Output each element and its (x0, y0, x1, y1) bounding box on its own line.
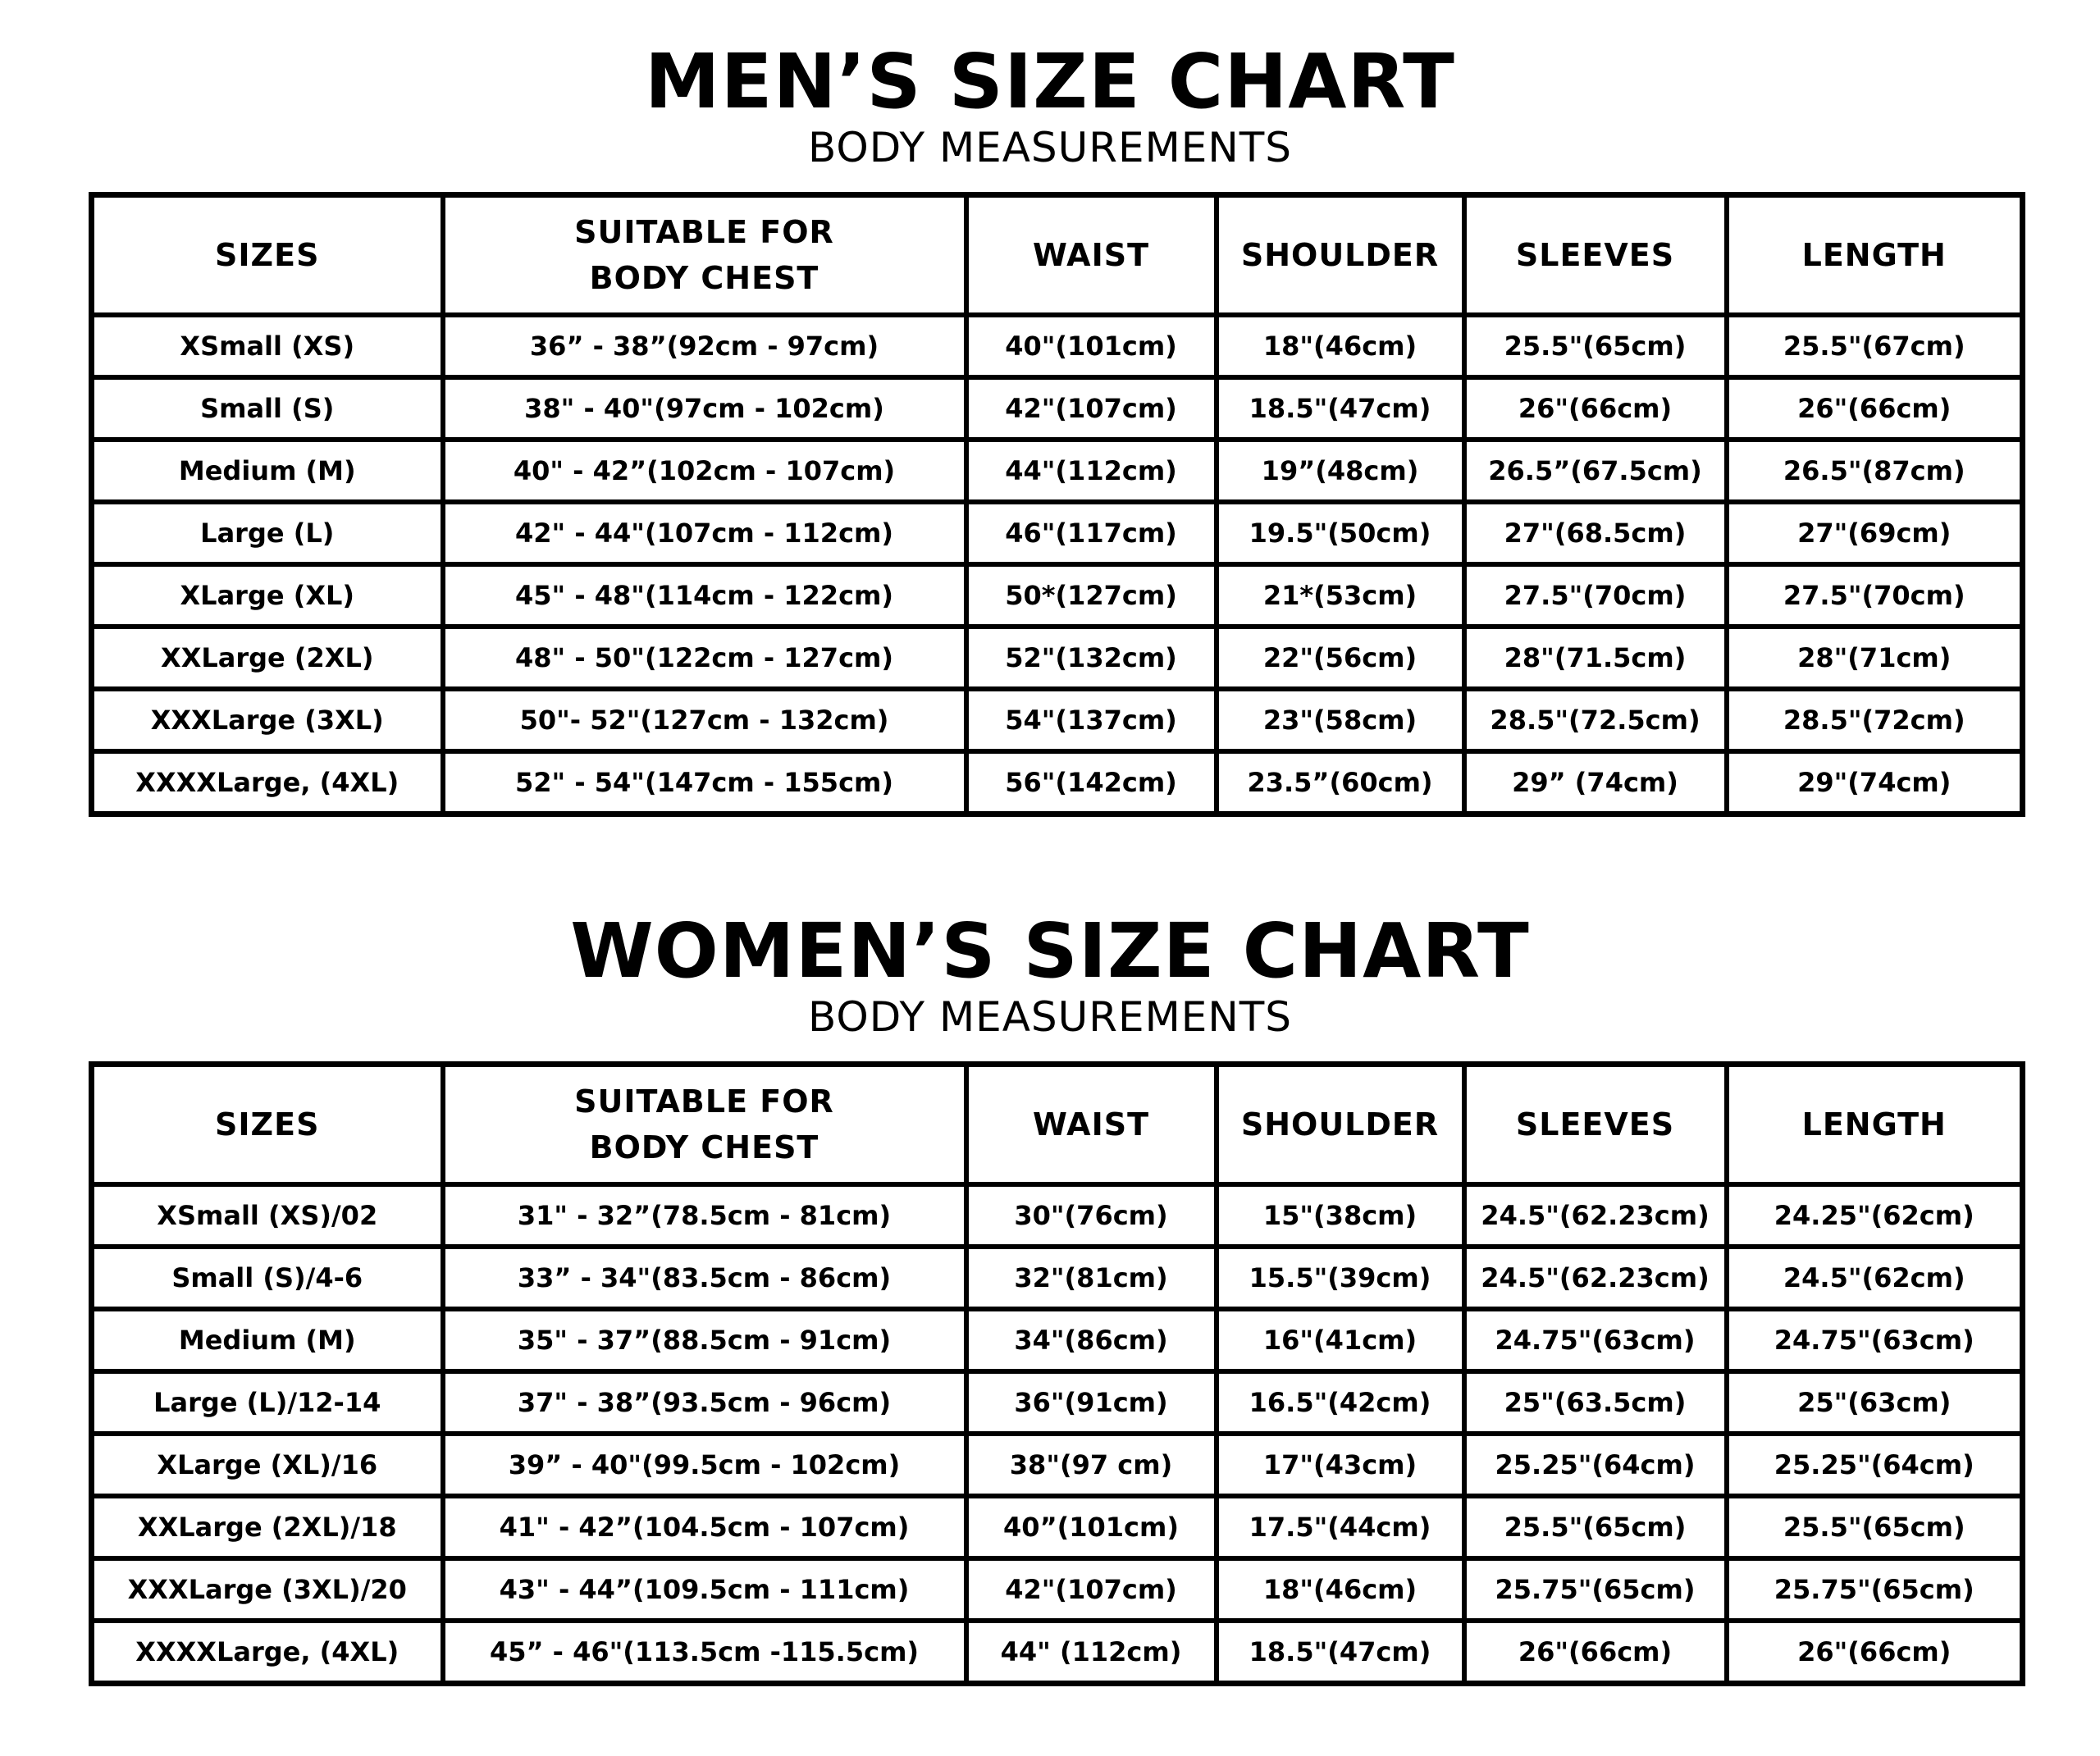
cell-length: 28.5"(72cm) (1727, 689, 2023, 751)
cell-waist: 52"(132cm) (966, 627, 1217, 689)
womens-chart-title: WOMEN’S SIZE CHART (570, 907, 1530, 995)
table-header-row (92, 195, 2023, 316)
header-waist: WAIST (966, 1065, 1217, 1185)
mens-size-table (89, 192, 2025, 817)
cell-sleeves: 26"(66cm) (1464, 1621, 1727, 1684)
cell-body-chest: 42" - 44"(107cm - 112cm) (443, 502, 966, 564)
cell-sleeves: 28.5"(72.5cm) (1464, 689, 1727, 751)
cell-shoulder: 22"(56cm) (1217, 627, 1464, 689)
table-row (92, 1558, 2023, 1621)
header-sizes: SIZES (92, 1065, 443, 1185)
mens-chart-title: MEN’S SIZE CHART (645, 38, 1455, 125)
header-body-chest (443, 1065, 966, 1185)
cell-body-chest: 41" - 42”(104.5cm - 107cm) (443, 1496, 966, 1558)
cell-size: XXXLarge (3XL)/20 (92, 1558, 443, 1621)
cell-body-chest: 35" - 37”(88.5cm - 91cm) (443, 1309, 966, 1371)
cell-shoulder: 23"(58cm) (1217, 689, 1464, 751)
table-row (92, 564, 2023, 627)
cell-waist: 32"(81cm) (966, 1247, 1217, 1309)
cell-waist: 44"(112cm) (966, 440, 1217, 502)
cell-body-chest: 40" - 42”(102cm - 107cm) (443, 440, 966, 502)
cell-sleeves: 24.5"(62.23cm) (1464, 1184, 1727, 1247)
table-row (92, 1434, 2023, 1496)
cell-shoulder: 16.5"(42cm) (1217, 1371, 1464, 1434)
cell-length: 25.25"(64cm) (1727, 1434, 2023, 1496)
mens-chart-subtitle: BODY MEASUREMENTS (808, 124, 1292, 171)
cell-body-chest: 48" - 50"(122cm - 127cm) (443, 627, 966, 689)
cell-body-chest: 45" - 48"(114cm - 122cm) (443, 564, 966, 627)
cell-shoulder: 23.5”(60cm) (1217, 751, 1464, 814)
cell-shoulder: 17.5"(44cm) (1217, 1496, 1464, 1558)
cell-shoulder: 15"(38cm) (1217, 1184, 1464, 1247)
table-row (92, 689, 2023, 751)
header-body-chest-line1: SUITABLE FOR (574, 214, 834, 250)
cell-waist: 42"(107cm) (966, 377, 1217, 440)
cell-body-chest: 52" - 54"(147cm - 155cm) (443, 751, 966, 814)
cell-body-chest: 50"- 52"(127cm - 132cm) (443, 689, 966, 751)
cell-size: XXXXLarge, (4XL) (92, 1621, 443, 1684)
table-row (92, 315, 2023, 377)
table-header-row (92, 1065, 2023, 1185)
table-row (92, 1309, 2023, 1371)
table-row (92, 1371, 2023, 1434)
cell-sleeves: 27"(68.5cm) (1464, 502, 1727, 564)
cell-waist: 54"(137cm) (966, 689, 1217, 751)
cell-shoulder: 19”(48cm) (1217, 440, 1464, 502)
table-row (92, 1184, 2023, 1247)
cell-size: Medium (M) (92, 440, 443, 502)
header-shoulder: SHOULDER (1217, 195, 1464, 316)
header-sleeves: SLEEVES (1464, 195, 1727, 316)
cell-body-chest: 33” - 34"(83.5cm - 86cm) (443, 1247, 966, 1309)
cell-shoulder: 17"(43cm) (1217, 1434, 1464, 1496)
cell-sleeves: 24.75"(63cm) (1464, 1309, 1727, 1371)
cell-sleeves: 26.5”(67.5cm) (1464, 440, 1727, 502)
cell-body-chest: 36” - 38”(92cm - 97cm) (443, 315, 966, 377)
header-length: LENGTH (1727, 195, 2023, 316)
cell-waist: 50*(127cm) (966, 564, 1217, 627)
cell-shoulder: 21*(53cm) (1217, 564, 1464, 627)
cell-length: 26"(66cm) (1727, 377, 2023, 440)
header-body-chest-line2: BODY CHEST (589, 1129, 819, 1165)
cell-sleeves: 25"(63.5cm) (1464, 1371, 1727, 1434)
cell-sleeves: 25.5"(65cm) (1464, 315, 1727, 377)
cell-waist: 40”(101cm) (966, 1496, 1217, 1558)
table-row (92, 377, 2023, 440)
cell-length: 25"(63cm) (1727, 1371, 2023, 1434)
cell-length: 26.5"(87cm) (1727, 440, 2023, 502)
cell-waist: 44" (112cm) (966, 1621, 1217, 1684)
cell-waist: 42"(107cm) (966, 1558, 1217, 1621)
header-sleeves: SLEEVES (1464, 1065, 1727, 1185)
cell-shoulder: 18"(46cm) (1217, 315, 1464, 377)
cell-shoulder: 18.5"(47cm) (1217, 1621, 1464, 1684)
cell-size: Large (L)/12-14 (92, 1371, 443, 1434)
cell-waist: 34"(86cm) (966, 1309, 1217, 1371)
cell-length: 24.75"(63cm) (1727, 1309, 2023, 1371)
womens-size-table (89, 1061, 2025, 1686)
header-waist: WAIST (966, 195, 1217, 316)
cell-length: 25.5"(65cm) (1727, 1496, 2023, 1558)
header-body-chest (443, 195, 966, 316)
cell-length: 25.5"(67cm) (1727, 315, 2023, 377)
header-sizes: SIZES (92, 195, 443, 316)
cell-sleeves: 27.5"(70cm) (1464, 564, 1727, 627)
cell-body-chest: 38" - 40"(97cm - 102cm) (443, 377, 966, 440)
cell-length: 25.75"(65cm) (1727, 1558, 2023, 1621)
header-shoulder: SHOULDER (1217, 1065, 1464, 1185)
cell-size: XXXLarge (3XL) (92, 689, 443, 751)
cell-shoulder: 16"(41cm) (1217, 1309, 1464, 1371)
cell-sleeves: 25.75"(65cm) (1464, 1558, 1727, 1621)
header-length: LENGTH (1727, 1065, 2023, 1185)
cell-length: 27.5"(70cm) (1727, 564, 2023, 627)
cell-waist: 40"(101cm) (966, 315, 1217, 377)
cell-length: 29"(74cm) (1727, 751, 2023, 814)
cell-size: XXLarge (2XL)/18 (92, 1496, 443, 1558)
cell-size: Small (S)/4-6 (92, 1247, 443, 1309)
cell-shoulder: 18.5"(47cm) (1217, 377, 1464, 440)
cell-length: 24.25"(62cm) (1727, 1184, 2023, 1247)
cell-shoulder: 15.5"(39cm) (1217, 1247, 1464, 1309)
cell-length: 28"(71cm) (1727, 627, 2023, 689)
cell-sleeves: 26"(66cm) (1464, 377, 1727, 440)
table-row (92, 1621, 2023, 1684)
cell-length: 26"(66cm) (1727, 1621, 2023, 1684)
cell-waist: 38"(97 cm) (966, 1434, 1217, 1496)
cell-body-chest: 31" - 32”(78.5cm - 81cm) (443, 1184, 966, 1247)
table-row (92, 502, 2023, 564)
cell-length: 24.5"(62cm) (1727, 1247, 2023, 1309)
cell-sleeves: 29” (74cm) (1464, 751, 1727, 814)
cell-body-chest: 39” - 40"(99.5cm - 102cm) (443, 1434, 966, 1496)
cell-waist: 56"(142cm) (966, 751, 1217, 814)
cell-shoulder: 18"(46cm) (1217, 1558, 1464, 1621)
cell-sleeves: 24.5"(62.23cm) (1464, 1247, 1727, 1309)
table-row (92, 751, 2023, 814)
cell-length: 27"(69cm) (1727, 502, 2023, 564)
cell-size: XSmall (XS) (92, 315, 443, 377)
header-body-chest-line1: SUITABLE FOR (574, 1083, 834, 1120)
cell-size: XLarge (XL)/16 (92, 1434, 443, 1496)
table-row (92, 1496, 2023, 1558)
cell-body-chest: 45” - 46"(113.5cm -115.5cm) (443, 1621, 966, 1684)
cell-waist: 46"(117cm) (966, 502, 1217, 564)
cell-body-chest: 43" - 44”(109.5cm - 111cm) (443, 1558, 966, 1621)
table-row (92, 440, 2023, 502)
cell-sleeves: 25.25"(64cm) (1464, 1434, 1727, 1496)
cell-waist: 30"(76cm) (966, 1184, 1217, 1247)
cell-size: XSmall (XS)/02 (92, 1184, 443, 1247)
cell-size: XXLarge (2XL) (92, 627, 443, 689)
table-row (92, 627, 2023, 689)
cell-size: XXXXLarge, (4XL) (92, 751, 443, 814)
cell-body-chest: 37" - 38”(93.5cm - 96cm) (443, 1371, 966, 1434)
cell-sleeves: 25.5"(65cm) (1464, 1496, 1727, 1558)
cell-size: Small (S) (92, 377, 443, 440)
cell-waist: 36"(91cm) (966, 1371, 1217, 1434)
header-body-chest-line2: BODY CHEST (589, 260, 819, 296)
cell-sleeves: 28"(71.5cm) (1464, 627, 1727, 689)
cell-size: Large (L) (92, 502, 443, 564)
womens-chart-subtitle: BODY MEASUREMENTS (808, 993, 1292, 1041)
table-row (92, 1247, 2023, 1309)
cell-size: Medium (M) (92, 1309, 443, 1371)
cell-shoulder: 19.5"(50cm) (1217, 502, 1464, 564)
cell-size: XLarge (XL) (92, 564, 443, 627)
